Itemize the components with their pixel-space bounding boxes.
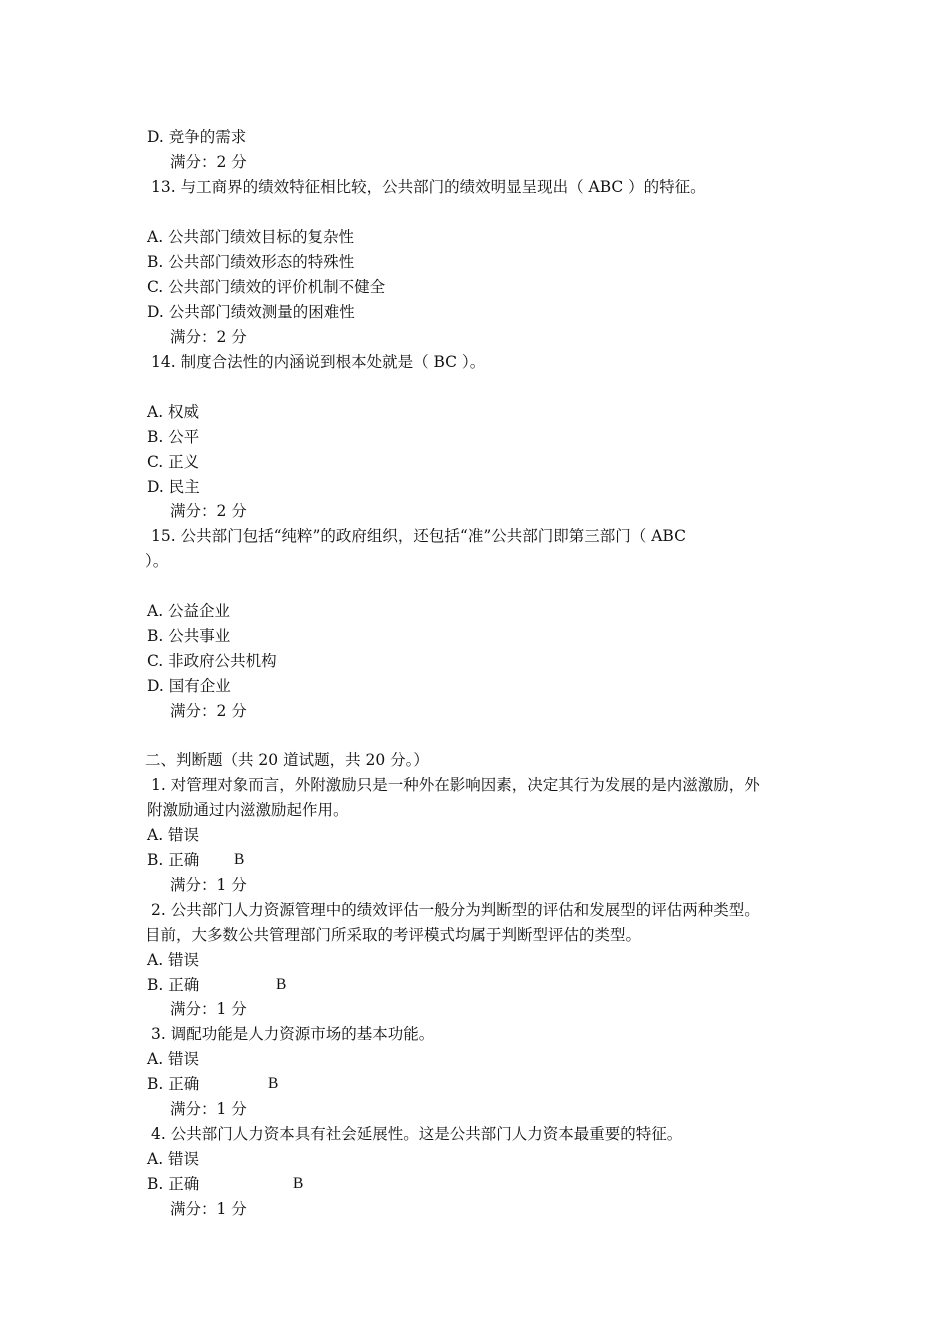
- section2-heading: 二、判断题（共 20 道试题，共 20 分。）: [145, 751, 429, 769]
- tf1-stem-line1: 1. 对管理对象而言，外附激励只是一种外在影响因素，决定其行为发展的是内滋激励，外: [151, 776, 760, 794]
- q15-score: 满分：2 分: [170, 702, 247, 720]
- tf2-option-a: A. 错误: [147, 951, 200, 969]
- tf1-option-b: B. 正确: [147, 851, 200, 869]
- tf3-stem: 3. 调配功能是人力资源市场的基本功能。: [151, 1025, 435, 1043]
- q13-option-d: D. 公共部门绩效测量的困难性: [147, 303, 355, 321]
- tf2-score: 满分：1 分: [170, 1000, 247, 1018]
- q12-option-d: D. 竞争的需求: [147, 128, 247, 146]
- q13-stem: 13. 与工商界的绩效特征相比较，公共部门的绩效明显呈现出（ ABC ）的特征。: [151, 178, 706, 196]
- q12-score: 满分：2 分: [170, 153, 247, 171]
- q13-option-a: A. 公共部门绩效目标的复杂性: [147, 228, 355, 246]
- tf1-answer: B: [234, 851, 245, 868]
- tf3-option-a: A. 错误: [147, 1050, 200, 1068]
- q14-stem: 14. 制度合法性的内涵说到根本处就是（ BC ）。: [151, 353, 486, 371]
- tf2-stem-line2: 目前，大多数公共管理部门所采取的考评模式均属于判断型评估的类型。: [145, 926, 642, 944]
- tf3-answer: B: [268, 1075, 279, 1092]
- q15-stem-line2: ）。: [145, 552, 169, 570]
- q15-option-d: D. 国有企业: [147, 677, 231, 695]
- tf4-option-a: A. 错误: [147, 1150, 200, 1168]
- q15-option-c: C. 非政府公共机构: [147, 652, 277, 670]
- q13-score: 满分：2 分: [170, 328, 247, 346]
- q15-option-b: B. 公共事业: [147, 627, 231, 645]
- tf4-score: 满分：1 分: [170, 1200, 247, 1218]
- tf3-score: 满分：1 分: [170, 1100, 247, 1118]
- tf2-option-b: B. 正确: [147, 976, 200, 994]
- tf4-stem: 4. 公共部门人力资本具有社会延展性。这是公共部门人力资本最重要的特征。: [151, 1125, 683, 1143]
- tf4-option-b: B. 正确: [147, 1175, 200, 1193]
- tf1-score: 满分：1 分: [170, 876, 247, 894]
- tf2-stem-line1: 2. 公共部门人力资源管理中的绩效评估一般分为判断型的评估和发展型的评估两种类型。: [151, 901, 760, 919]
- q13-option-c: C. 公共部门绩效的评价机制不健全: [147, 278, 386, 296]
- tf1-stem-line2: 附激励通过内滋激励起作用。: [147, 801, 349, 819]
- tf2-answer: B: [276, 976, 287, 993]
- tf1-option-a: A. 错误: [147, 826, 200, 844]
- q14-option-a: A. 权威: [147, 403, 200, 421]
- q14-option-d: D. 民主: [147, 478, 200, 496]
- q13-option-b: B. 公共部门绩效形态的特殊性: [147, 253, 355, 271]
- q14-score: 满分：2 分: [170, 502, 247, 520]
- q15-option-a: A. 公益企业: [147, 602, 231, 620]
- q14-option-c: C. 正义: [147, 453, 200, 471]
- tf4-answer: B: [293, 1175, 304, 1192]
- tf3-option-b: B. 正确: [147, 1075, 200, 1093]
- q15-stem-line1: 15. 公共部门包括“纯粹”的政府组织，还包括“准”公共部门即第三部门（ ABC: [151, 527, 686, 545]
- q14-option-b: B. 公平: [147, 428, 200, 446]
